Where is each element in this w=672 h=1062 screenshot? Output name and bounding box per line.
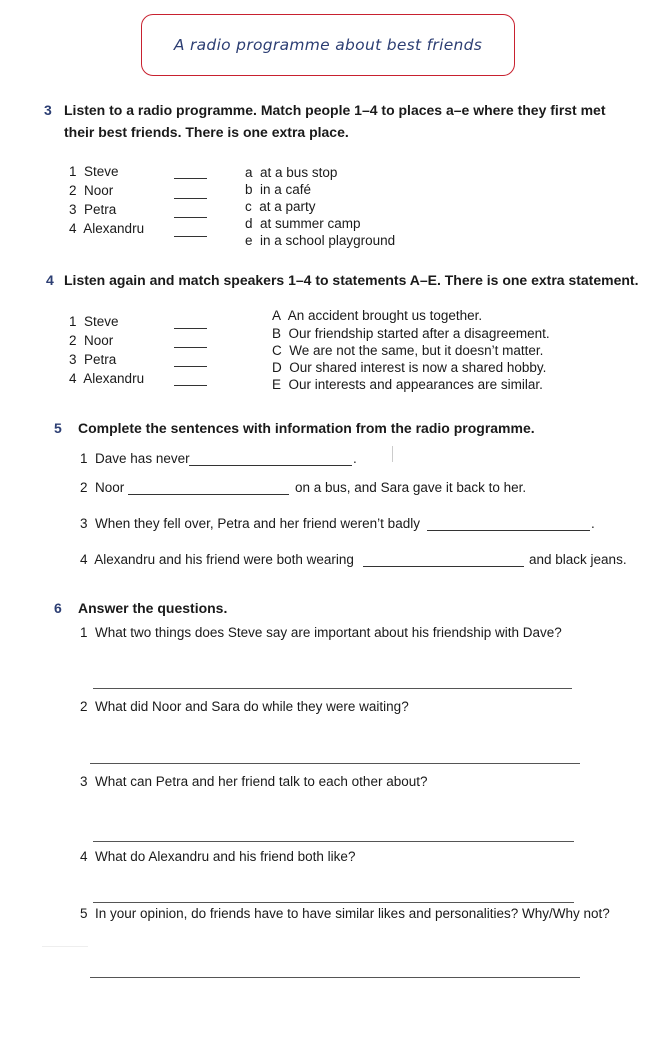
exercise-5-instruction: Complete the sentences with information from the radio programme. (78, 420, 535, 436)
answer-line-1[interactable] (93, 688, 572, 689)
place-item: d at summer camp (245, 216, 361, 231)
question-3: 3 What can Petra and her friend talk to each other about? (80, 774, 428, 789)
answer-line-2[interactable] (90, 763, 580, 764)
page-title: A radio programme about best friends (173, 36, 483, 54)
sentence-4: 4 Alexandru and his friend were both wearing (80, 552, 354, 567)
sentence-3-end: . (591, 516, 595, 531)
place-item: c at a party (245, 199, 316, 214)
answer-blank[interactable] (174, 366, 207, 367)
place-item: b in a café (245, 182, 312, 197)
statement-item: E Our interests and appearances are similar. (272, 377, 543, 392)
place-item: a at a bus stop (245, 165, 338, 180)
answer-line-4[interactable] (93, 902, 574, 903)
answer-blank[interactable] (174, 236, 207, 237)
sentence-4-blank[interactable] (363, 566, 524, 567)
sentence-1: 1 Dave has never (80, 451, 190, 466)
person-item: 3 Petra (69, 202, 117, 217)
sentence-1-blank[interactable] (189, 465, 352, 466)
question-4: 4 What do Alexandru and his friend both like? (80, 849, 356, 864)
exercise-number: 5 (54, 420, 62, 436)
exercise-number: 4 (46, 272, 54, 288)
person-item: 1 Steve (69, 164, 119, 179)
exercise-number: 6 (54, 600, 62, 616)
person-item: 2 Noor (69, 183, 114, 198)
answer-blank[interactable] (174, 217, 207, 218)
sentence-3: 3 When they fell over, Petra and her friend weren’t badly (80, 516, 420, 531)
exercise-3-header (44, 102, 52, 118)
person-item: 2 Noor (69, 333, 114, 348)
question-2: 2 What did Noor and Sara do while they were waiting? (80, 699, 409, 714)
sentence-2-end: on a bus, and Sara gave it back to her. (295, 480, 527, 495)
exercise-6-header (54, 600, 62, 616)
sentence-2: 2 Noor (80, 480, 125, 495)
person-item: 3 Petra (69, 352, 117, 367)
statement-item: C We are not the same, but it doesn’t matter. (272, 343, 544, 358)
statement-item: D Our shared interest is now a shared hobby. (272, 360, 547, 375)
person-item: 1 Steve (69, 314, 119, 329)
statement-item: A An accident brought us together. (272, 308, 483, 323)
sentence-2-blank[interactable] (128, 494, 289, 495)
answer-line-5[interactable] (90, 977, 580, 978)
exercise-number: 3 (44, 102, 52, 118)
person-item: 4 Alexandru (69, 221, 145, 236)
exercise-5-header (54, 420, 62, 436)
sentence-4-end: and black jeans. (529, 552, 627, 567)
place-item: e in a school playground (245, 233, 396, 248)
answer-blank[interactable] (174, 385, 207, 386)
answer-line-3[interactable] (93, 841, 574, 842)
exercise-4-header (46, 272, 54, 288)
answer-blank[interactable] (174, 347, 207, 348)
divider (42, 946, 88, 947)
exercise-6-instruction: Answer the questions. (78, 600, 228, 616)
sentence-1-end: . (353, 451, 357, 466)
exercise-4-instruction: Listen again and match speakers 1–4 to statements A–E. There is one extra statement. (64, 272, 639, 288)
person-item: 4 Alexandru (69, 371, 145, 386)
sentence-3-blank[interactable] (427, 530, 590, 531)
exercise-3-instruction-line-2: their best friends. There is one extra place. (64, 124, 349, 140)
answer-blank[interactable] (174, 328, 207, 329)
title-box (141, 14, 515, 76)
statement-item: B Our friendship started after a disagreement. (272, 326, 550, 341)
exercise-3-instruction-line-1: Listen to a radio programme. Match people 1–4 to places a–e where they first met (64, 102, 606, 118)
question-1: 1 What two things does Steve say are important about his friendship with Dave? (80, 625, 562, 640)
question-5: 5 In your opinion, do friends have to have similar likes and personalities? Why/Why not? (80, 906, 610, 921)
text-cursor-mark (392, 446, 393, 462)
answer-blank[interactable] (174, 198, 207, 199)
answer-blank[interactable] (174, 178, 207, 179)
